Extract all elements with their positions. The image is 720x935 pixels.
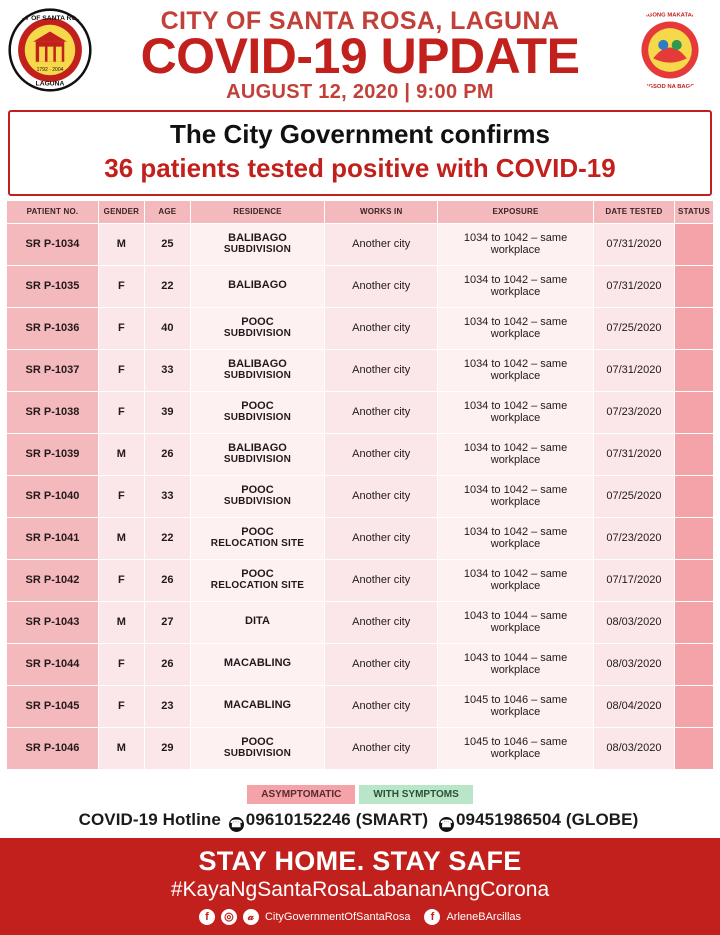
cell-patient-no: SR P-1042 — [7, 559, 99, 601]
cell-gender: M — [98, 727, 144, 769]
hotline-label: COVID-19 Hotline — [78, 810, 221, 829]
hotline-smart-number: 09610152246 (SMART) — [245, 810, 429, 829]
cell-exposure: 1034 to 1042 – same workplace — [438, 559, 594, 601]
cell-age: 29 — [144, 727, 190, 769]
cell-date-tested: 07/23/2020 — [593, 517, 674, 559]
cell-exposure: 1034 to 1042 – same workplace — [438, 433, 594, 475]
cell-residence — [190, 265, 324, 307]
svg-text:1792 · 2004: 1792 · 2004 — [36, 67, 64, 73]
cell-patient-no: SR P-1040 — [7, 475, 99, 517]
social-handle-secondary[interactable]: ArleneBArcillas — [446, 911, 522, 923]
cell-age: 23 — [144, 685, 190, 727]
residence-name: POOC — [241, 483, 274, 496]
cell-works-in: Another city — [325, 223, 438, 265]
cell-exposure: 1034 to 1042 – same workplace — [438, 349, 594, 391]
cell-exposure: 1034 to 1042 – same workplace — [438, 265, 594, 307]
residence-subtype: SUBDIVISION — [223, 327, 292, 339]
hotline-globe — [439, 810, 638, 832]
cell-residence — [190, 349, 324, 391]
column-header-age: AGE — [144, 201, 190, 223]
cell-patient-no: SR P-1034 — [7, 223, 99, 265]
cell-exposure: 1034 to 1042 – same workplace — [438, 517, 594, 559]
table-row — [7, 349, 714, 391]
cell-works-in: Another city — [325, 349, 438, 391]
cell-date-tested: 08/04/2020 — [593, 685, 674, 727]
social-links — [0, 909, 720, 925]
cell-works-in: Another city — [325, 559, 438, 601]
table-row — [7, 223, 714, 265]
table-header-row — [7, 201, 714, 223]
cell-patient-no: SR P-1036 — [7, 307, 99, 349]
confirmation-box — [8, 110, 712, 196]
hotline-smart — [229, 810, 428, 832]
confirmation-line-2: 36 patients tested positive with COVID-19 — [104, 153, 616, 184]
cell-status — [675, 601, 714, 643]
residence-name: BALIBAGO — [228, 441, 287, 454]
column-header-gender: GENDER — [98, 201, 144, 223]
cell-works-in: Another city — [325, 601, 438, 643]
phone-icon: ☎ — [229, 819, 243, 830]
cell-date-tested: 07/31/2020 — [593, 223, 674, 265]
cell-status — [675, 265, 714, 307]
cell-gender: F — [98, 391, 144, 433]
table-row — [7, 601, 714, 643]
svg-text:LAGUNA: LAGUNA — [35, 80, 65, 88]
cell-works-in: Another city — [325, 727, 438, 769]
residence-subtype: SUBDIVISION — [223, 453, 292, 465]
cell-patient-no: SR P-1038 — [7, 391, 99, 433]
column-header-patient-no: PATIENT NO. — [7, 201, 99, 223]
residence-subtype: SUBDIVISION — [223, 495, 292, 507]
cell-status — [675, 349, 714, 391]
update-datetime: AUGUST 12, 2020 | 9:00 PM — [226, 81, 494, 104]
cell-exposure: 1045 to 1046 – same workplace — [438, 727, 594, 769]
city-title: CITY OF SANTA ROSA, LAGUNA — [160, 7, 560, 35]
patients-table-container — [6, 200, 714, 781]
status-legend — [0, 785, 720, 804]
cell-status — [675, 391, 714, 433]
cell-gender: F — [98, 307, 144, 349]
cell-age: 27 — [144, 601, 190, 643]
residence-name: BALIBAGO — [228, 357, 287, 370]
cell-works-in: Another city — [325, 685, 438, 727]
table-row — [7, 265, 714, 307]
cell-gender: M — [98, 223, 144, 265]
cell-patient-no: SR P-1041 — [7, 517, 99, 559]
cell-date-tested: 07/31/2020 — [593, 349, 674, 391]
cell-exposure: 1034 to 1042 – same workplace — [438, 223, 594, 265]
patients-table-body — [7, 223, 714, 769]
cell-residence — [190, 727, 324, 769]
poster-footer — [0, 838, 720, 935]
table-row — [7, 685, 714, 727]
cell-residence — [190, 559, 324, 601]
residence-name: BALIBAGO — [228, 279, 287, 292]
cell-residence — [190, 517, 324, 559]
page-title: COVID-19 UPDATE — [140, 28, 580, 85]
column-header-status: STATUS — [675, 201, 714, 223]
cell-exposure: 1034 to 1042 – same workplace — [438, 475, 594, 517]
cell-residence — [190, 433, 324, 475]
cell-gender: F — [98, 643, 144, 685]
residence-name: POOC — [241, 567, 274, 580]
svg-text:LUNGSOD NA BAGONG: LUNGSOD NA BAGONG — [636, 83, 704, 90]
cell-works-in: Another city — [325, 475, 438, 517]
cell-residence — [190, 391, 324, 433]
table-row — [7, 559, 714, 601]
cell-patient-no: SR P-1039 — [7, 433, 99, 475]
residence-name: POOC — [241, 525, 274, 538]
table-row — [7, 727, 714, 769]
city-of-santa-rosa-seal-icon — [8, 8, 92, 92]
cell-exposure: 1043 to 1044 – same workplace — [438, 643, 594, 685]
footer-hashtag: #KayaNgSantaRosaLabananAngCorona — [170, 878, 550, 901]
table-row — [7, 517, 714, 559]
residence-subtype: SUBDIVISION — [223, 369, 292, 381]
cell-date-tested: 08/03/2020 — [593, 601, 674, 643]
cell-residence — [190, 685, 324, 727]
cell-patient-no: SR P-1043 — [7, 601, 99, 643]
cell-patient-no: SR P-1037 — [7, 349, 99, 391]
cell-age: 33 — [144, 349, 190, 391]
legend-with-symptoms: WITH SYMPTOMS — [359, 785, 472, 804]
cell-gender: F — [98, 475, 144, 517]
cell-status — [675, 475, 714, 517]
cell-status — [675, 685, 714, 727]
cell-date-tested: 08/03/2020 — [593, 643, 674, 685]
cell-residence — [190, 223, 324, 265]
cell-age: 26 — [144, 559, 190, 601]
phone-icon: ☎ — [440, 819, 453, 830]
cell-date-tested: 07/23/2020 — [593, 391, 674, 433]
table-row — [7, 433, 714, 475]
instagram-icon[interactable]: ◎ — [221, 909, 237, 925]
table-row — [7, 307, 714, 349]
cell-age: 22 — [144, 265, 190, 307]
column-header-date-tested: DATE TESTED — [593, 201, 674, 223]
cell-works-in: Another city — [325, 433, 438, 475]
residence-subtype: RELOCATION SITE — [210, 537, 305, 549]
column-header-exposure: EXPOSURE — [438, 201, 594, 223]
cell-age: 40 — [144, 307, 190, 349]
svg-text:CITY OF SANTA ROSA: CITY OF SANTA ROSA — [14, 14, 86, 22]
cell-works-in: Another city — [325, 265, 438, 307]
twitter-icon[interactable]: 𝒶 — [243, 909, 259, 925]
residence-subtype: SUBDIVISION — [223, 411, 292, 423]
hotline-bar — [0, 806, 720, 838]
cell-works-in: Another city — [325, 517, 438, 559]
hotline-globe-number: 09451986504 (GLOBE) — [455, 810, 639, 829]
confirmation-line-1: The City Government confirms — [170, 119, 550, 150]
cell-residence — [190, 601, 324, 643]
cell-patient-no: SR P-1044 — [7, 643, 99, 685]
residence-name: POOC — [241, 735, 274, 748]
cell-age: 26 — [144, 643, 190, 685]
cell-status — [675, 727, 714, 769]
cell-age: 22 — [144, 517, 190, 559]
cell-gender: F — [98, 349, 144, 391]
footer-slogan: STAY HOME. STAY SAFE — [198, 846, 522, 876]
cell-gender: F — [98, 685, 144, 727]
cell-residence — [190, 643, 324, 685]
table-row — [7, 475, 714, 517]
cell-age: 33 — [144, 475, 190, 517]
cell-gender: F — [98, 265, 144, 307]
residence-name: DITA — [245, 615, 270, 628]
cell-patient-no: SR P-1045 — [7, 685, 99, 727]
cell-status — [675, 223, 714, 265]
social-handle-primary[interactable]: CityGovernmentOfSantaRosa — [264, 911, 411, 923]
facebook-icon[interactable]: f — [424, 909, 440, 925]
cell-patient-no: SR P-1046 — [7, 727, 99, 769]
cell-patient-no: SR P-1035 — [7, 265, 99, 307]
bagong-makatang-sta-rosa-logo-icon — [628, 8, 712, 92]
table-row — [7, 391, 714, 433]
cell-exposure: 1034 to 1042 – same workplace — [438, 391, 594, 433]
residence-subtype: RELOCATION SITE — [210, 579, 305, 591]
cell-residence — [190, 475, 324, 517]
cell-works-in: Another city — [325, 643, 438, 685]
cell-gender: M — [98, 517, 144, 559]
cell-date-tested: 07/25/2020 — [593, 475, 674, 517]
svg-text:BAGONG MAKATANG: BAGONG MAKATANG — [639, 12, 701, 19]
facebook-icon[interactable]: f — [199, 909, 215, 925]
residence-name: BALIBAGO — [228, 231, 287, 244]
cell-status — [675, 643, 714, 685]
cell-exposure: 1045 to 1046 – same workplace — [438, 685, 594, 727]
cell-exposure: 1034 to 1042 – same workplace — [438, 307, 594, 349]
cell-status — [675, 559, 714, 601]
cell-gender: M — [98, 601, 144, 643]
cell-works-in: Another city — [325, 391, 438, 433]
cell-residence — [190, 307, 324, 349]
residence-subtype: SUBDIVISION — [223, 747, 292, 759]
cell-date-tested: 08/03/2020 — [593, 727, 674, 769]
table-row — [7, 643, 714, 685]
cell-age: 25 — [144, 223, 190, 265]
cell-date-tested: 07/17/2020 — [593, 559, 674, 601]
cell-date-tested: 07/31/2020 — [593, 265, 674, 307]
cell-status — [675, 433, 714, 475]
patients-table — [6, 200, 714, 769]
residence-name: MACABLING — [223, 699, 292, 712]
cell-gender: F — [98, 559, 144, 601]
cell-exposure: 1043 to 1044 – same workplace — [438, 601, 594, 643]
residence-subtype: SUBDIVISION — [223, 243, 292, 255]
column-header-works-in: WORKS IN — [325, 201, 438, 223]
cell-works-in: Another city — [325, 307, 438, 349]
cell-date-tested: 07/31/2020 — [593, 433, 674, 475]
cell-status — [675, 517, 714, 559]
residence-name: POOC — [241, 399, 274, 412]
cell-gender: M — [98, 433, 144, 475]
residence-name: POOC — [241, 315, 274, 328]
residence-name: MACABLING — [223, 657, 292, 670]
column-header-residence: RESIDENCE — [190, 201, 324, 223]
cell-age: 39 — [144, 391, 190, 433]
cell-status — [675, 307, 714, 349]
poster-header — [0, 0, 720, 108]
cell-date-tested: 07/25/2020 — [593, 307, 674, 349]
cell-age: 26 — [144, 433, 190, 475]
legend-asymptomatic: ASYMPTOMATIC — [247, 785, 355, 804]
